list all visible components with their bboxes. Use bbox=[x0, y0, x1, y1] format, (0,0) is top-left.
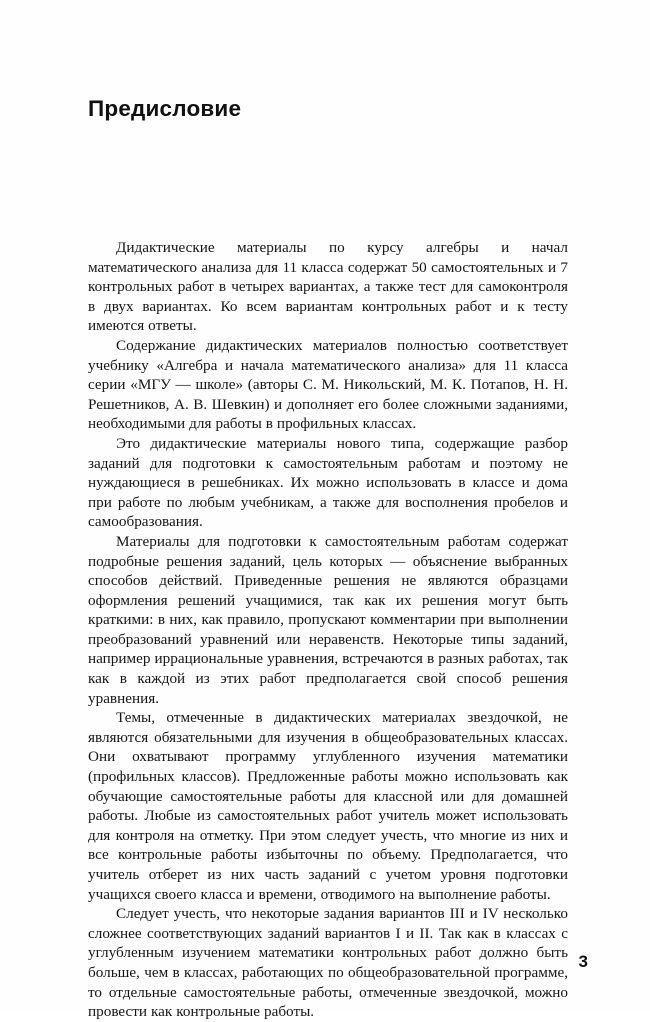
paragraph: Дидактические материалы по курсу алгебры и начал математического анализа для 11 класса содержат 50 самостоятельных и 7 контрольных работ в четырех вариантах, а также тест для самоконтроля в двух вариантах. Ко всем вариантам контрольных работ и к тесту имеются ответы. bbox=[88, 239, 568, 335]
page-title: Предисловие bbox=[88, 96, 242, 121]
page-number: 3 bbox=[578, 952, 588, 971]
paragraph: Темы, отмеченные в дидактических материалах звездочкой, не являются обязательными для изучения в общеобразовательных классах. Они охватывают программу углубленного изучения математики (профильных классов). Предложенные работы можно использовать как обучающие самостоятельные работы для классной или для домашней работы. Любые из самостоятельных работ учитель может использовать для контроля на отметку. При этом следует учесть, что многие из них и все контрольные работы избыточны по объему. Предполагается, что учитель отберет из них часть заданий с учетом уровня подготовки учащихся своего класса и времени, отводимого на выполнение работы. bbox=[88, 709, 568, 903]
page-content bbox=[88, 96, 568, 1022]
paragraph: Это дидактические материалы нового типа, содержащие разбор заданий для подготовки к самостоятельным работам и поэтому не нуждающиеся в решебниках. Их можно использовать в классе и дома при работе по любым учебникам, а также для восполнения пробелов и самообразования. bbox=[88, 434, 568, 531]
paragraph: Следует учесть, что некоторые задания вариантов III и IV несколько сложнее соответствующих заданий вариантов I и II. Так как в классах с углубленным изучением математики контрольных работ должно быть больше, чем в классах, работающих по общеобразовательной программе, то отдельные самостоятельные работы, отмеченные звездочкой, можно провести как контрольные работы. bbox=[88, 905, 568, 1021]
paragraph: Содержание дидактических материалов полностью соответствует учебнику «Алгебра и начала математического анализа» для 11 класса серии «МГУ — школе» (авторы С. М. Никольский, М. К. Потапов, Н. Н. Решетников, А. В. Шевкин) и дополняет его более сложными заданиями, необходимыми для работы в профильных классах. bbox=[88, 336, 568, 433]
paragraph: Материалы для подготовки к самостоятельным работам содержат подробные решения заданий, цель которых — объяснение выбранных способов действий. Приведенные решения не являются образцами оформления решений учащимися, так как их решения могут быть краткими: в них, как правило, пропускают комментарии при выполнении преобразований уравнений или неравенств. Некоторые типы заданий, например иррациональные уравнения, встречаются в разных работах, так как в каждой из этих работ предполагается свой способ решения уравнения. bbox=[88, 532, 568, 707]
body-text bbox=[88, 238, 568, 1022]
